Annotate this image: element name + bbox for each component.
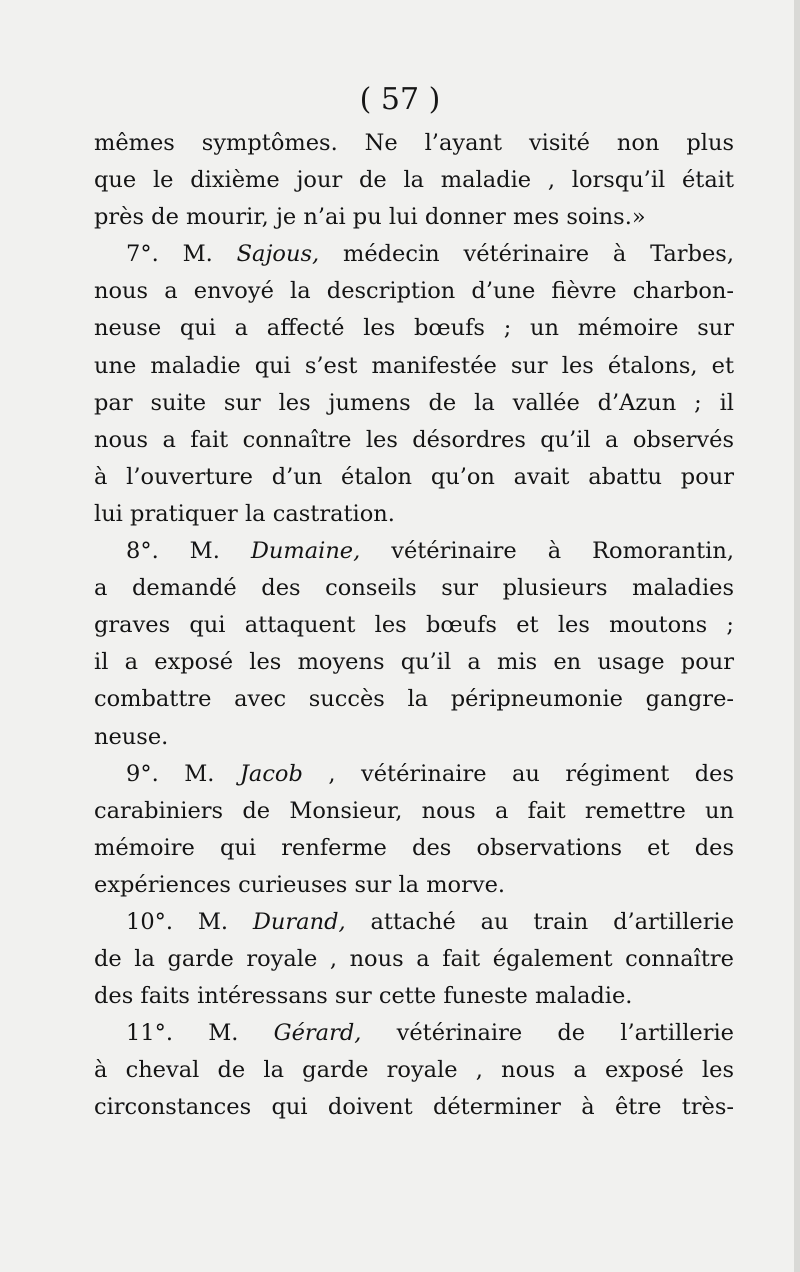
body-text <box>94 125 734 1127</box>
text-run: près de mourir, je n’ai pu lui donner mes soins.» <box>94 204 646 231</box>
text-run: combattre avec succès la péripneumonie gangre- <box>94 686 734 713</box>
text-run: des faits intéressans sur cette funeste maladie. <box>94 983 633 1010</box>
author-name: Dumaine, <box>250 538 361 565</box>
text-run: circonstances qui doivent déterminer à être très- <box>94 1094 734 1121</box>
text-run: par suite sur les jumens de la vallée d’Azun ; il <box>94 389 734 416</box>
text-run: que le dixième jour de la maladie , lorsqu’il était <box>94 167 734 194</box>
text-run: graves qui attaquent les bœufs et les moutons ; <box>94 612 734 639</box>
text-run: il a exposé les moyens qu’il a mis en usage pour <box>94 649 734 676</box>
text-run: médecin vétérinaire à Tarbes, <box>319 241 734 268</box>
text-line <box>94 830 734 867</box>
text-run: 11°. M. <box>126 1020 274 1047</box>
text-run: , vétérinaire au régiment des <box>302 760 734 787</box>
text-run: 8°. M. <box>126 538 251 565</box>
text-run: neuse. <box>94 723 169 750</box>
text-line <box>94 125 734 162</box>
text-line <box>94 348 734 385</box>
text-run: à l’ouverture d’un étalon qu’on avait abattu pour <box>94 463 734 490</box>
text-run: nous a envoyé la description d’une fièvre charbon- <box>94 278 734 305</box>
page-number: ( 57 ) <box>359 82 441 117</box>
text-line <box>94 273 734 310</box>
text-line <box>94 978 734 1015</box>
text-line <box>94 162 734 199</box>
text-line <box>94 1089 734 1126</box>
text-line <box>94 570 734 607</box>
author-name: Durand, <box>252 908 346 935</box>
text-line <box>94 867 734 904</box>
text-run: à cheval de la garde royale , nous a exposé les <box>94 1057 734 1084</box>
author-name: Jacob <box>239 760 303 787</box>
text-run: carabiniers de Monsieur, nous a fait remettre un <box>94 797 734 824</box>
text-run: nous a fait connaître les désordres qu’il a observés <box>94 426 734 453</box>
text-line <box>94 236 734 273</box>
text-line <box>94 385 734 422</box>
text-line <box>94 941 734 978</box>
text-run: vétérinaire de l’artillerie <box>361 1020 734 1047</box>
text-run: 10°. M. <box>126 908 253 935</box>
text-run: vétérinaire à Romorantin, <box>360 538 734 565</box>
text-line <box>94 496 734 533</box>
text-line <box>94 1015 734 1052</box>
text-run: neuse qui a affecté les bœufs ; un mémoire sur <box>94 315 734 342</box>
text-line <box>94 199 734 236</box>
author-name: Gérard, <box>273 1020 362 1047</box>
text-line <box>94 533 734 570</box>
text-run: a demandé des conseils sur plusieurs maladies <box>94 575 734 602</box>
text-run: 7°. M. <box>126 241 237 268</box>
text-run: mémoire qui renferme des observations et des <box>94 834 734 861</box>
text-run: lui pratiquer la castration. <box>94 500 395 527</box>
text-line <box>94 459 734 496</box>
author-name: Sajous, <box>236 241 320 268</box>
text-run: 9°. M. <box>126 760 240 787</box>
text-line <box>94 310 734 347</box>
text-run: expériences curieuses sur la morve. <box>94 871 506 898</box>
text-line <box>94 793 734 830</box>
text-line <box>94 756 734 793</box>
text-line <box>94 719 734 756</box>
text-line <box>94 681 734 718</box>
text-run: une maladie qui s’est manifestée sur les étalons, et <box>94 352 734 379</box>
text-line <box>94 1052 734 1089</box>
text-line <box>94 607 734 644</box>
text-run: attaché au train d’artillerie <box>345 908 735 935</box>
page-edge-shadow <box>794 0 800 1272</box>
text-line <box>94 422 734 459</box>
text-run: de la garde royale , nous a fait également connaître <box>94 946 734 973</box>
text-run: mêmes symptômes. Ne l’ayant visité non plus <box>94 130 734 156</box>
text-line <box>94 644 734 681</box>
text-line <box>94 904 734 941</box>
